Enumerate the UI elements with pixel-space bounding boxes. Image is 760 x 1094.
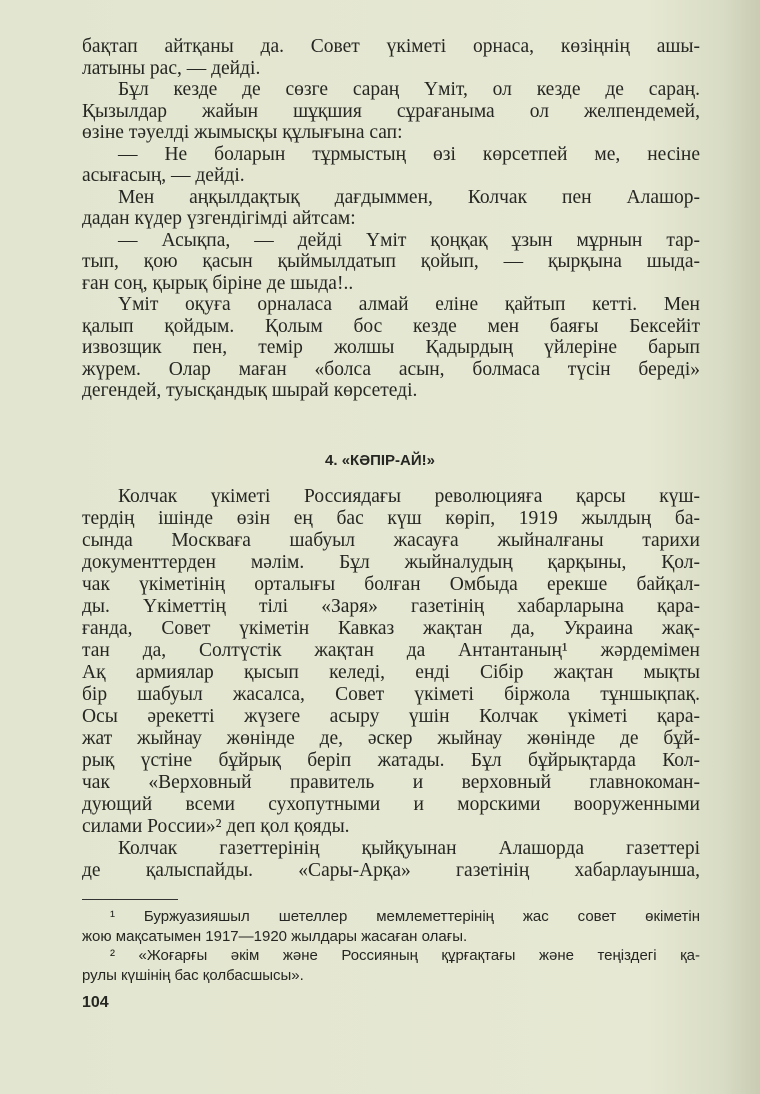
text-line: латыны рас, — дейді. (82, 57, 261, 79)
text-line: Колчак үкіметі Россиядағы революцияға қарсы күш- (118, 486, 700, 507)
text-line: тып, қою қасын қыймылдатып қойып, — қырқына шыда- (82, 251, 700, 272)
text-line: бақтап айтқаны да. Совет үкіметі орнаса, көзіңнің ашы- (82, 36, 700, 57)
text-line: тан да, Солтүстік жақтан да Антантаның¹ жәрдемімен (82, 640, 700, 661)
text-line: документтерден мәлім. Бұл жыйналудың қарқыны, Қол- (82, 552, 700, 573)
text-line: Мен аңқылдақтық дағдыммен, Колчак пен Алашор- (118, 186, 700, 208)
text-line: Қызылдар жайын шұқшия сұрағаныма ол желпендемей, (82, 100, 700, 122)
text-line: Осы әрекетті жүзеге асыру үшін Колчак үкіметі қара- (82, 706, 700, 727)
text-line: қалып қойдым. Қолым бос кезде мен баяғы Бексейіт (82, 315, 700, 337)
text-line: тердің ішінде өзін ең бас күш көріп, 1919 жылдың ба- (82, 508, 700, 529)
text-line: жою мақсатымен 1917—1920 жылдары жасаған олағы. (82, 927, 468, 945)
body-text-section-1 (82, 36, 700, 402)
text-line: ған соң, қырық біріне де шыда!.. (82, 272, 354, 294)
chapter-heading: 4. «КӘПІР-АЙ!» (325, 452, 435, 469)
text-line: бір шабуыл жасалса, Совет үкіметі біржола тұншықпақ. (82, 684, 700, 705)
text-line: ² «Жоғарғы әкім және Россияның құрғақтағы және теңіздегі қа- (110, 947, 700, 964)
text-line: рулы күшінің бас қолбасшысы». (82, 966, 304, 984)
text-line: силами России»² деп қол қояды. (82, 816, 350, 837)
text-line: — Асықпа, — дейді Үміт қоңқақ ұзын мұрнын тар- (118, 229, 700, 251)
text-line: Бұл кезде де сөзге сараң Үміт, ол кезде де сараң. (118, 79, 700, 100)
text-line: дадан күдер үзгендігімді айтсам: (82, 208, 356, 229)
text-line: рық үстіне бұйрық беріп жатады. Бұл бұйрықтарда Кол- (82, 750, 700, 771)
footnote-divider (82, 899, 178, 900)
text-line: жат жыйнау жөнінде де, әскер жыйнау жөнінде де бұй- (82, 728, 700, 749)
text-line: дегендей, туысқандық шырай көрсетеді. (82, 380, 418, 401)
text-line: асығасың, — дейді. (82, 165, 245, 186)
page-number: 104 (82, 994, 109, 1011)
footnotes (82, 907, 700, 985)
text-line: — Не боларын тұрмыстың өзі көрсетпей ме, несіне (118, 143, 700, 165)
text-line: чак үкіметінің орталығы болған Омбыда ерекше байқал- (82, 574, 700, 595)
text-line: сында Москваға шабуыл жасауға жыйналғаны тарихи (82, 530, 700, 551)
text-line: жүрем. Олар маған «болса асын, болмаса түсін береді» (82, 358, 700, 380)
text-line: ғанда, Совет үкіметін Кавказ жақтан да, Украина жақ- (82, 618, 700, 639)
text-line: ды. Үкіметтің тілі «Заря» газетінің хабарларына қара- (82, 596, 700, 617)
text-line: ¹ Буржуазияшыл шетеллер мемлеметтерінің жас совет өкіметін (110, 908, 700, 925)
text-line: Ақ армиялар қысып келеді, енді Сібір жақтан мықты (82, 662, 700, 683)
body-text-section-2 (82, 486, 700, 882)
text-line: извозщик пен, темір жолшы Қадырдың үйлеріне барып (82, 337, 700, 358)
text-line: чак «Верховный правитель и верховный главнокоман- (82, 772, 700, 793)
text-line: дующий всеми сухопутными и морскими вооруженными (82, 794, 700, 815)
text-line: де қалыспайды. «Сары-Арқа» газетінің хабарлауынша, (82, 860, 700, 881)
text-line: Колчак газеттерінің қыйқуынан Алашорда газеттері (118, 838, 700, 859)
text-line: Үміт оқуға орналаса алмай еліне қайтып кетті. Мен (118, 294, 700, 315)
text-line: өзіне тәуелді жымысқы құлығына сап: (82, 122, 403, 143)
